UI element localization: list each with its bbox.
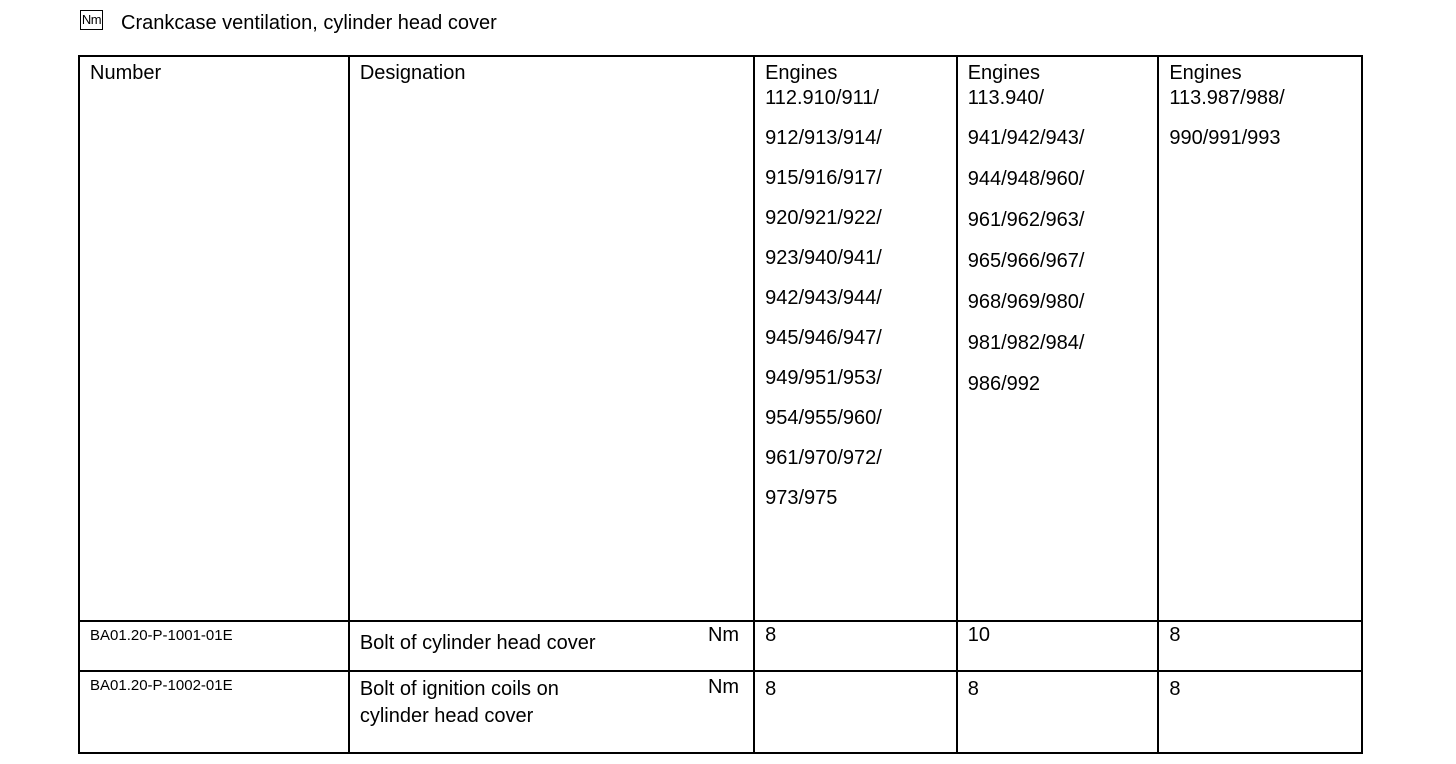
- engine-code-line: 944/948/960/: [967, 168, 1085, 190]
- header-engines-3: [1158, 56, 1362, 621]
- engines-3-label: Engines: [1169, 62, 1242, 84]
- engine-code-line: 986/992: [967, 373, 1040, 395]
- torque-spec-table: [78, 55, 1363, 754]
- engines-1-list: [765, 87, 946, 518]
- engine-code-line: 961/970/972/: [765, 447, 882, 469]
- engine-code-line: 954/955/960/: [765, 407, 882, 429]
- document-reference-link[interactable]: BA01.20-P-1001-01E: [90, 627, 233, 644]
- engine-code-line: 923/940/941/: [765, 247, 882, 269]
- page-title: Crankcase ventilation, cylinder head cover: [121, 12, 497, 34]
- engine-code-line: 990/991/993: [1169, 127, 1281, 149]
- cell-value-engines-2: [957, 671, 1159, 753]
- engines-1-label: Engines: [765, 62, 838, 84]
- table-row: [79, 671, 1362, 753]
- cell-number: [79, 621, 349, 671]
- header-engines-2: [957, 56, 1159, 621]
- table-row: [79, 621, 1362, 671]
- engine-code-line: 920/921/922/: [765, 207, 882, 229]
- cell-value-engines-3: [1158, 621, 1362, 671]
- engine-code-line: 915/916/917/: [765, 167, 882, 189]
- engine-code-line: 968/969/980/: [967, 291, 1085, 313]
- table-header-row: [79, 56, 1362, 621]
- cell-designation: [349, 621, 754, 671]
- cell-value-engines-2: [957, 621, 1159, 671]
- engine-code-line: 941/942/943/: [967, 127, 1085, 149]
- engine-code-line: 973/975: [765, 487, 838, 509]
- cell-designation: [349, 671, 754, 753]
- header-designation: [349, 56, 754, 621]
- document-reference-link[interactable]: BA01.20-P-1002-01E: [90, 677, 233, 694]
- engine-code-line: 112.910/911/: [765, 87, 879, 109]
- engines-3-list: [1169, 87, 1351, 158]
- engine-code-line: 981/982/984/: [967, 332, 1085, 354]
- engines-2-label: Engines: [967, 62, 1040, 84]
- torque-value: 8: [765, 678, 777, 700]
- header-designation-label: Designation: [359, 62, 466, 84]
- header-number-label: Number: [90, 62, 162, 84]
- torque-value: 8: [765, 624, 777, 646]
- designation-text: Bolt of ignition coils on cylinder head cover: [359, 678, 559, 727]
- torque-value: 8: [1169, 624, 1181, 646]
- engine-code-line: 912/913/914/: [765, 127, 882, 149]
- header-engines-1: [754, 56, 957, 621]
- unit-label: Nm: [707, 676, 740, 698]
- engine-code-line: 942/943/944/: [765, 287, 882, 309]
- cell-value-engines-1: [754, 671, 957, 753]
- engine-code-line: 945/946/947/: [765, 327, 882, 349]
- torque-value: 8: [1169, 678, 1181, 700]
- torque-value: 10: [967, 624, 990, 646]
- cell-value-engines-1: [754, 621, 957, 671]
- cell-value-engines-3: [1158, 671, 1362, 753]
- engine-code-line: 113.940/: [967, 87, 1045, 109]
- designation-text: Bolt of cylinder head cover: [359, 632, 596, 654]
- torque-nm-icon: Nm: [80, 10, 103, 30]
- cell-number: [79, 671, 349, 753]
- unit-label: Nm: [707, 624, 740, 646]
- engine-code-line: 961/962/963/: [967, 209, 1085, 231]
- engine-code-line: 113.987/988/: [1169, 87, 1285, 109]
- engine-code-line: 965/966/967/: [967, 250, 1085, 272]
- engine-code-line: 949/951/953/: [765, 367, 882, 389]
- torque-value: 8: [967, 678, 979, 700]
- page-header: [80, 8, 497, 38]
- header-number: [79, 56, 349, 621]
- engines-2-list: [968, 87, 1148, 405]
